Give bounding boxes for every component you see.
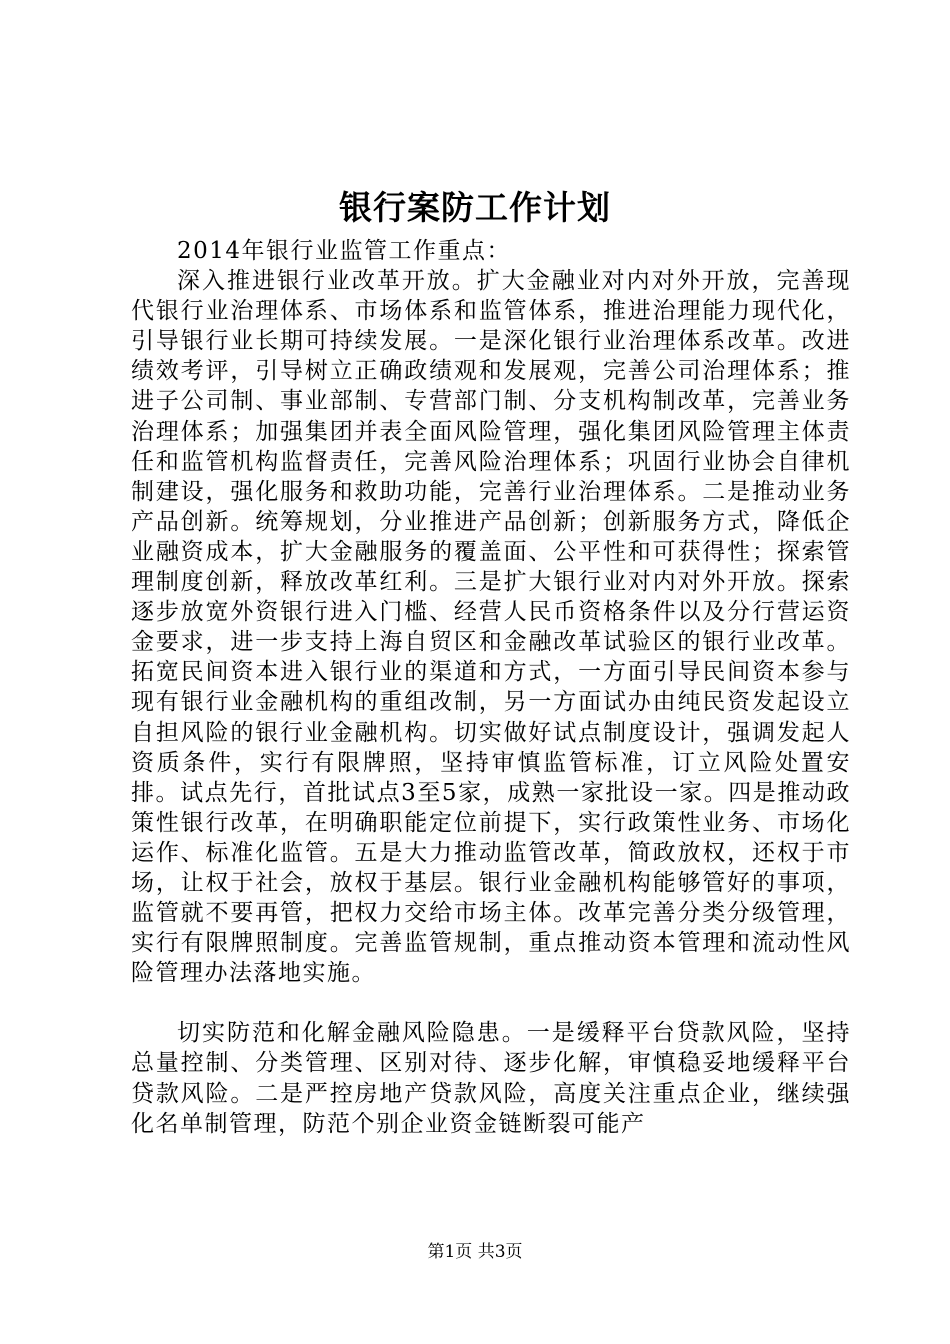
page-footer: 第1页 共3页 xyxy=(427,1242,523,1262)
document-body xyxy=(131,236,851,1139)
paragraph-reform: 深入推进银行业改革开放。扩大金融业对内对外开放，完善现代银行业治理体系、市场体系和监管体系，推进治理能力现代化，引导银行业长期可持续发展。一是深化银行业治理体系改革。改进绩效考评，引导树立正确政绩观和发展观，完善公司治理体系；推进子公司制、事业部制、专营部门制、分支机构制改革，完善业务治理体系；加强集团并表全面风险管理，强化集团风险管理主体责任和监管机构监督责任，完善风险治理体系；巩固行业协会自律机制建设，强化服务和救助功能，完善行业治理体系。二是推动业务产品创新。统筹规划，分业推进产品创新；创新服务方式，降低企业融资成本，扩大金融服务的覆盖面、公平性和可获得性；探索管理制度创新，释放改革红利。三是扩大银行业对内对外开放。探索逐步放宽外资银行进入门槛、经营人民币资格条件以及分行营运资金要求，进一步支持上海自贸区和金融改革试验区的银行业改革。拓宽民间资本进入银行业的渠道和方式，一方面引导民间资本参与现有银行业金融机构的重组改制，另一方面试办由纯民资发起设立自担风险的银行业金融机构。切实做好试点制度设计，强调发起人资质条件，实行有限牌照，坚持审慎监管标准，订立风险处置安排。试点先行，首批试点3至5家，成熟一家批设一家。四是推动政策性银行改革，在明确职能定位前提下，实行政策性业务、市场化运作、标准化监管。五是大力推动监管改革，简政放权，还权于市场，让权于社会，放权于基层。银行业金融机构能够管好的事项，监管就不要再管，把权力交给市场主体。改革完善分类分级管理，实行有限牌照制度。完善监管规制，重点推动资本管理和流动性风险管理办法落地实施。 xyxy=(131,268,851,987)
document-title: 银行案防工作计划 xyxy=(339,188,611,227)
paragraph-risk: 切实防范和化解金融风险隐患。一是缓释平台贷款风险，坚持总量控制、分类管理、区别对待、逐步化解，审慎稳妥地缓释平台贷款风险。二是严控房地产贷款风险，高度关注重点企业，继续强化名单制管理，防范个别企业资金链断裂可能产 xyxy=(131,1020,851,1137)
paragraph-intro: 2014年银行业监管工作重点： xyxy=(177,238,512,264)
